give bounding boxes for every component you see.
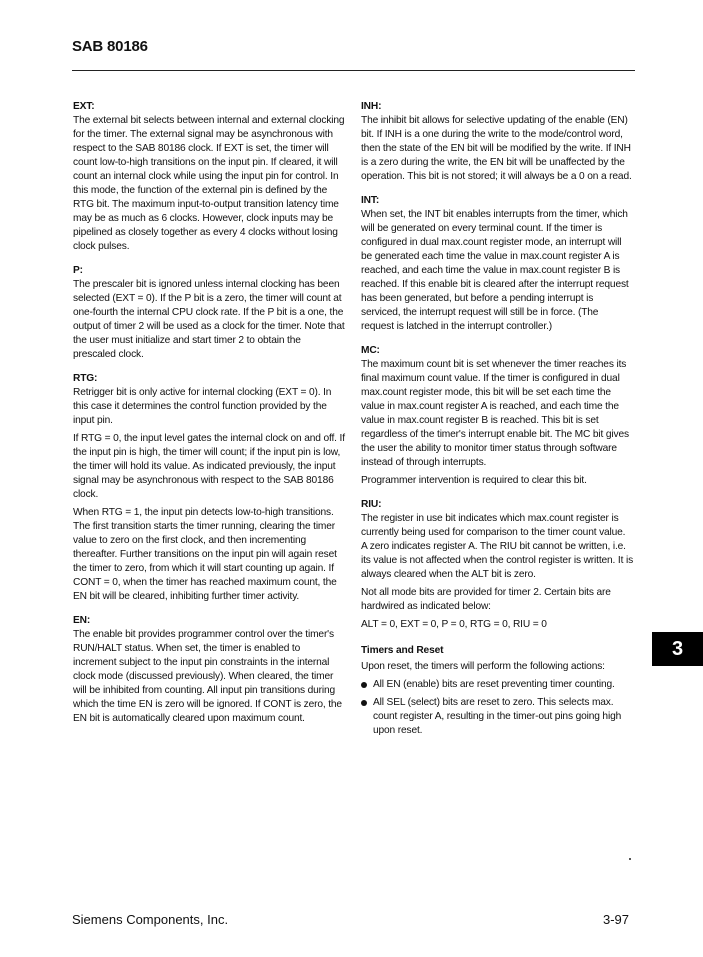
riu-term: RIU:	[361, 499, 382, 510]
rtg-description-2: If RTG = 0, the input level gates the internal clock on and off. If the input pin is high, the timer will count; if the input pin is low, the timer will hold its value. As indicated previously, the input signal may be asynchronous with respect to the SAB 80186 clock.	[73, 433, 345, 500]
riu-description: The register in use bit indicates which max.count register is currently being used for comparison to the timer count value. A zero indicates register A. The RIU bit cannot be written, i.e. its value is not affected when the control register is written. It is always cleared when the ALT bit is zero.	[361, 513, 634, 580]
reset-actions-list	[361, 678, 633, 738]
running-header-title: SAB 80186	[72, 38, 148, 55]
right-column	[361, 100, 633, 742]
timer2-note: Not all mode bits are provided for timer 2. Certain bits are hardwired as indicated below:	[361, 587, 611, 612]
ext-description: The external bit selects between internal and external clocking for the timer. The external signal may be asynchronous with respect to the SAB 80186 clock. If EXT is set, the timer will count low-to-high transitions on the input pin. If cleared, it will count an internal clock while using the input pin for control. In this mode, the function of the external pin is defined by the RTG bit. The maximum input-to-output transition latency time may be as much as 6 clocks. However, clock inputs may be pipelined as closely together as every 4 clocks without losing clock pulses.	[73, 115, 345, 252]
list-item-text: All SEL (select) bits are reset to zero. This selects max. count register A, resulting in the timer-out pins going high upon reset.	[373, 697, 622, 736]
scan-speck	[629, 858, 631, 860]
en-term: EN:	[73, 615, 91, 626]
rtg-description-3: When RTG = 1, the input pin detects low-to-high transitions. The first transition starts the timer running, clearing the timer value to zero on the first clock, and then incrementing thereafter. Further transitions on the input pin will again reset the timer to zero, from which it will start counting up again. If CONT = 0, when the timer has reached maximum count, the EN bit will be cleared, inhibiting further timer activity.	[73, 507, 337, 602]
bullet-icon	[361, 700, 367, 706]
int-term: INT:	[361, 195, 380, 206]
list-item	[361, 678, 633, 692]
mc-description: The maximum count bit is set whenever the timer reaches its final maximum count value. If the timer is configured in dual max.count register mode, this bit will be set each time the value in max.count register A is reached, and each time the value in max.count register B is reached. This bit is set regardless of the timer's interrupt enable bit. The MC bit gives the user the ability to monitor timer status through software instead of through interrupts.	[361, 359, 629, 468]
ext-term: EXT:	[73, 101, 95, 112]
hardwired-bits: ALT = 0, EXT = 0, P = 0, RTG = 0, RIU = 0	[361, 619, 547, 630]
page-number: 3-97	[602, 912, 629, 927]
inh-description: The inhibit bit allows for selective updating of the enable (EN) bit. If INH is a one during the write to the mode/control word, then the state of the EN bit will be modified by the write. If INH is a zero during the write, the EN bit will be unaffected by the operation. This bit is not stored; it will always be a 0 on a read.	[361, 115, 632, 182]
inh-term: INH:	[361, 101, 382, 112]
p-term: P:	[73, 265, 83, 276]
bullet-icon	[361, 682, 367, 688]
header-rule	[72, 70, 635, 71]
p-description: The prescaler bit is ignored unless internal clocking has been selected (EXT = 0). If the P bit is a zero, the timer will count at one-fourth the internal CPU clock rate. If the P bit is a one, the output of timer 2 will be used as a clock for the timer. Note that the user must initialize and start timer 2 to obtain the prescaled clock.	[73, 279, 345, 360]
left-column	[73, 100, 345, 736]
rtg-description-1: Retrigger bit is only active for internal clocking (EXT = 0). In this case it determines the control function provided by the input pin.	[73, 387, 332, 426]
timers-reset-intro: Upon reset, the timers will perform the following actions:	[361, 661, 605, 672]
mc-term: MC:	[361, 345, 380, 356]
chapter-tab: 3	[652, 632, 703, 666]
list-item-text: All EN (enable) bits are reset preventing timer counting.	[373, 679, 615, 690]
rtg-term: RTG:	[73, 373, 98, 384]
mc-note: Programmer intervention is required to clear this bit.	[361, 475, 587, 486]
list-item	[361, 696, 633, 738]
en-description: The enable bit provides programmer control over the timer's RUN/HALT status. When set, the timer is enabled to increment subject to the input pin constraints in the internal clock mode (discussed previously). When cleared, the timer will be inhibited from counting. All input pin transitions during which the time EN is zero will be ignored. If CONT is zero, the EN bit is automatically cleared upon maximum count.	[73, 629, 342, 724]
footer-company: Siemens Components, Inc.	[72, 912, 229, 927]
int-description: When set, the INT bit enables interrupts from the timer, which will be generated on every terminal count. If the timer is configured in dual max.count register mode, an interrupt will be generated each time the value in max.count register A is reached, and each time the value in max.count register B is reached. If this enable bit is cleared after the interrupt request has been generated, but before a pending interrupt is serviced, the interrupt request will still be in force. (The request is latched in the interrupt controller.)	[361, 209, 629, 332]
timers-reset-heading: Timers and Reset	[361, 645, 444, 656]
